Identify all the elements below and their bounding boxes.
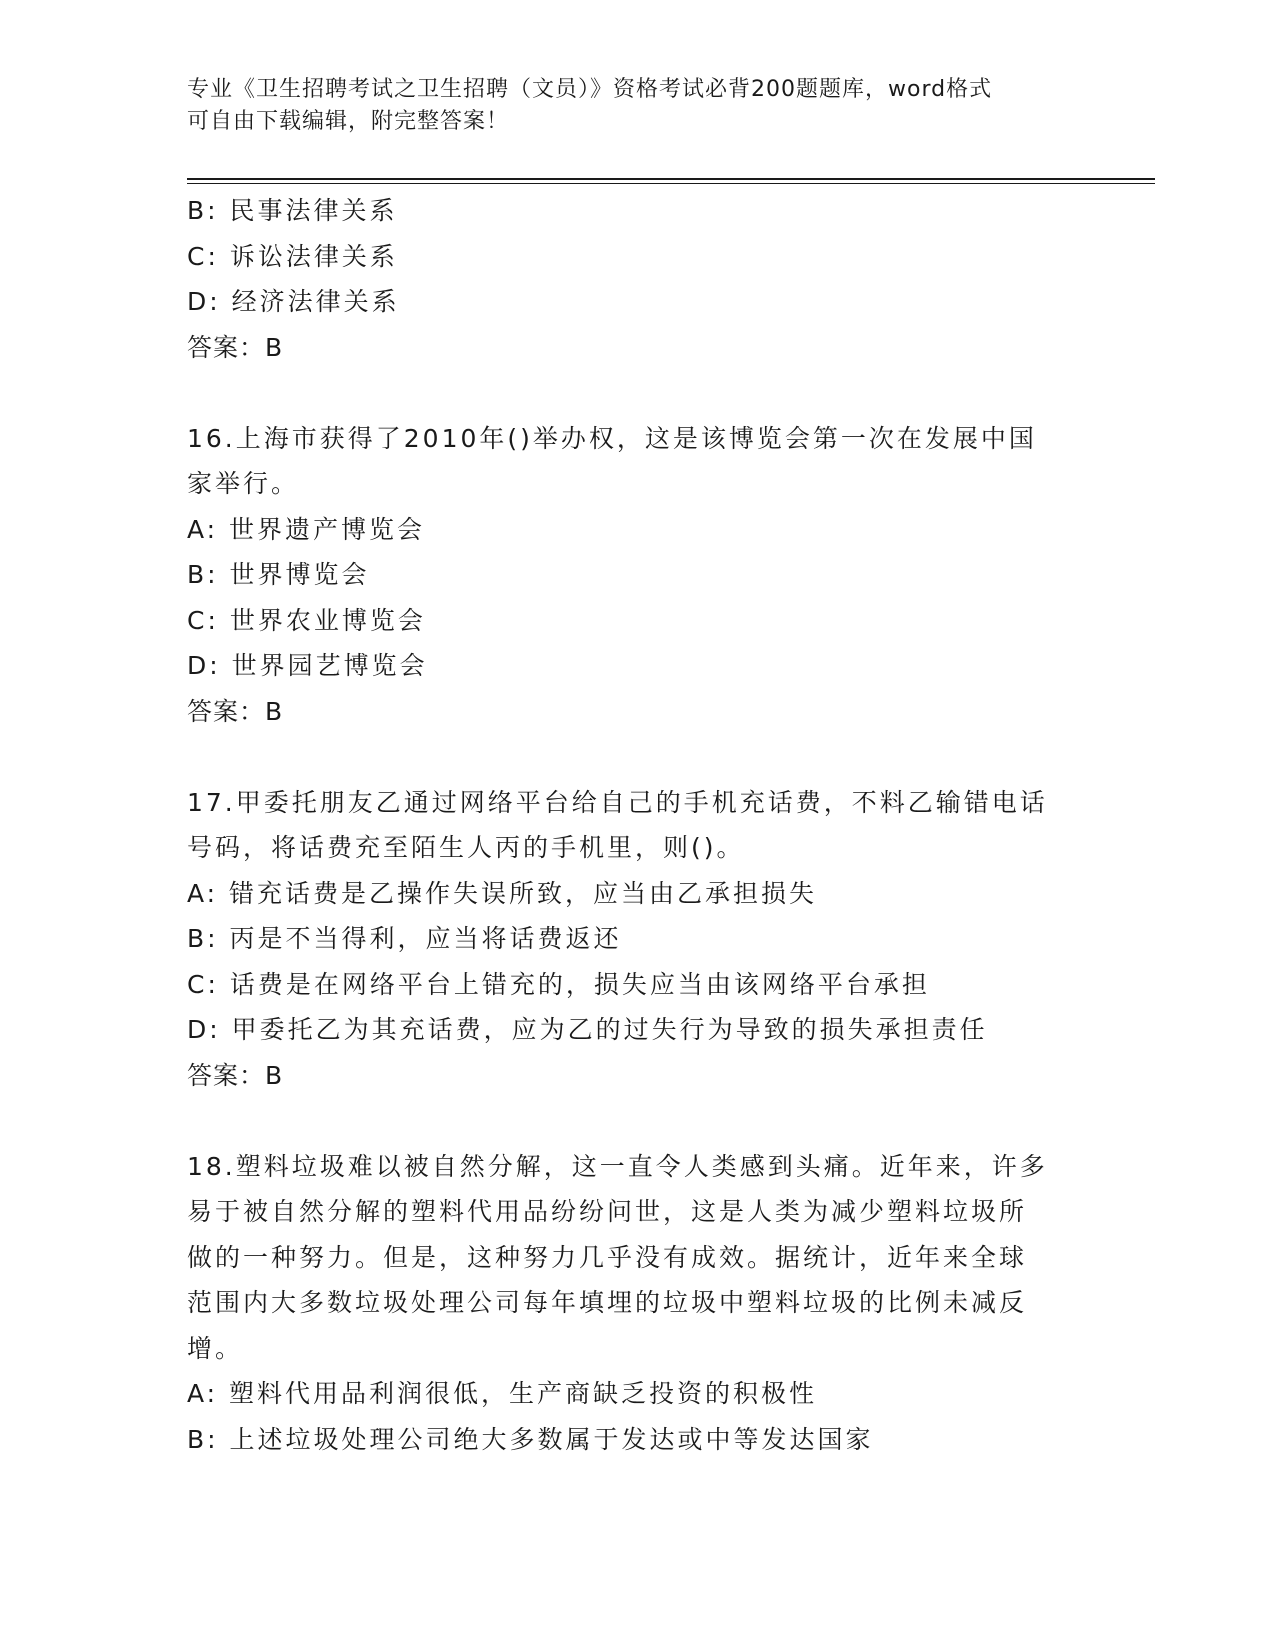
answer-line: 答案：B (187, 1060, 284, 1090)
header-divider-thick (187, 178, 1155, 180)
question-stem-line: 号码，将话费充至陌生人丙的手机里，则()。 (187, 833, 745, 862)
option-d: D: 甲委托乙为其充话费，应为乙的过失行为导致的损失承担责任 (187, 1015, 988, 1044)
question-15-continued (187, 188, 1087, 370)
spacer (187, 734, 1087, 780)
question-stem-line: 16.上海市获得了2010年()举办权，这是该博览会第一次在发展中国 (187, 423, 1037, 453)
answer-line: 答案：B (187, 332, 284, 362)
question-stem-line: 易于被自然分解的塑料代用品纷纷问世，这是人类为减少塑料垃圾所 (187, 1197, 1028, 1226)
question-17 (187, 780, 1087, 1099)
answer-line: 答案：B (187, 696, 284, 726)
option-a: A: 错充话费是乙操作失误所致，应当由乙承担损失 (187, 878, 818, 908)
option-b: B: 民事法律关系 (187, 196, 398, 225)
option-d: D: 世界园艺博览会 (187, 651, 428, 680)
page-header (187, 74, 1087, 138)
question-stem-line: 做的一种努力。但是，这种努力几乎没有成效。据统计，近年来全球 (187, 1242, 1028, 1272)
option-b: B: 世界博览会 (187, 560, 370, 589)
option-a: A: 世界遗产博览会 (187, 514, 426, 544)
spacer (187, 1098, 1087, 1144)
question-stem-line: 17.甲委托朋友乙通过网络平台给自己的手机充话费，不料乙输错电话 (187, 787, 1048, 817)
question-stem-line: 范围内大多数垃圾处理公司每年填埋的垃圾中塑料垃圾的比例未减反 (187, 1288, 1028, 1317)
option-c: C: 世界农业博览会 (187, 605, 426, 635)
option-d: D: 经济法律关系 (187, 287, 400, 316)
question-16 (187, 416, 1087, 735)
header-divider-thin (187, 183, 1155, 184)
option-c: C: 诉讼法律关系 (187, 241, 398, 271)
header-title-line-1: 专业《卫生招聘考试之卫生招聘（文员）》资格考试必背200题题库，word格式 (187, 77, 993, 102)
option-c: C: 话费是在网络平台上错充的，损失应当由该网络平台承担 (187, 969, 930, 999)
question-18 (187, 1144, 1087, 1463)
option-b: B: 丙是不当得利，应当将话费返还 (187, 924, 622, 953)
question-stem-line: 18.塑料垃圾难以被自然分解，这一直令人类感到头痛。近年来，许多 (187, 1151, 1048, 1181)
option-a: A: 塑料代用品利润很低，生产商缺乏投资的积极性 (187, 1379, 818, 1408)
spacer (187, 370, 1087, 416)
question-stem-line: 增。 (187, 1333, 244, 1363)
question-stem-line: 家举行。 (187, 469, 300, 498)
option-b: B: 上述垃圾处理公司绝大多数属于发达或中等发达国家 (187, 1424, 874, 1454)
question-list (187, 188, 1087, 1462)
header-title-line-2: 可自由下载编辑，附完整答案！ (187, 109, 510, 134)
